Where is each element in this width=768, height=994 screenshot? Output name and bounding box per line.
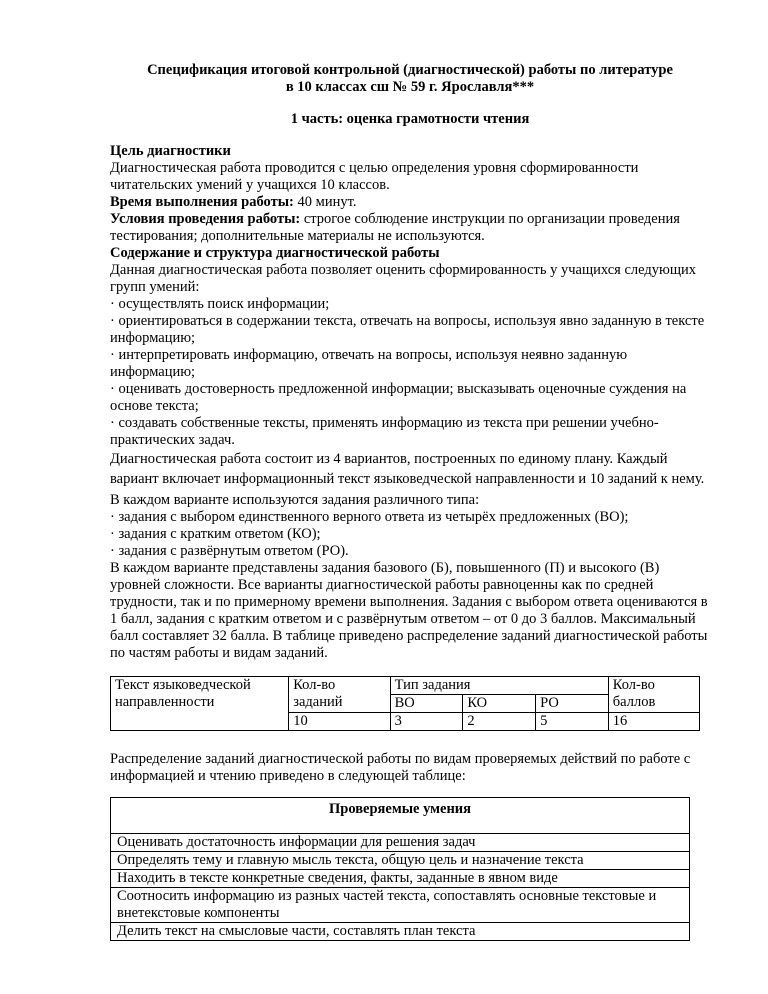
skill-item: · ориентироваться в содержании текста, отвечать на вопросы, используя явно заданную в тексте информацию;	[110, 313, 705, 346]
distribution-paragraph	[110, 751, 710, 785]
time-paragraph	[110, 194, 710, 211]
table-row: Определять тему и главную мысль текста, общую цель и назначение текста	[111, 852, 690, 870]
type-header-cell: Тип задания	[390, 677, 608, 695]
type-label-cell: ВО	[390, 695, 463, 713]
skill-item: · интерпретировать информацию, отвечать на вопросы, используя неявно заданную информацию;	[110, 347, 628, 380]
skill-item: · осуществлять поиск информации;	[110, 296, 330, 312]
skill-item: · создавать собственные тексты, применять информацию из текста при решении учебно-практических задач.	[110, 415, 659, 448]
conditions-value: строгое соблюдение инструкции по организации проведения тестирования; дополнительные материалы не используются.	[110, 211, 680, 244]
title-line-1: Спецификация итоговой контрольной (диагностической) работы по литературе	[147, 62, 673, 78]
time-value: 40 минут.	[293, 194, 357, 210]
points-value-cell: 16	[608, 713, 699, 731]
type-item: · задания с выбором единственного верного ответа из четырёх предложенных (ВО);	[110, 509, 629, 525]
table-row: Делить текст на смысловые части, составлять план текста	[111, 923, 690, 941]
document-page	[110, 62, 710, 941]
type-value-cell: 3	[390, 713, 463, 731]
conditions-paragraph	[110, 211, 710, 245]
points-header-cell: Кол-во баллов	[608, 677, 699, 713]
goal-heading: Цель диагностики	[110, 143, 231, 159]
part-title: 1 часть: оценка грамотности чтения	[290, 111, 530, 127]
task-distribution-table	[110, 676, 700, 731]
type-label-cell: РО	[536, 695, 609, 713]
count-value-cell: 10	[289, 713, 390, 731]
goal-text: Диагностическая работа проводится с целью определения уровня сформированности читательских умений у учащихся 10 классов.	[110, 160, 639, 193]
table-row: Оценивать достаточность информации для решения задач	[111, 834, 690, 852]
conditions-label: Условия проведения работы:	[110, 211, 301, 227]
type-item: · задания с кратким ответом (КО);	[110, 526, 321, 542]
document-title	[110, 62, 710, 96]
content-intro: Данная диагностическая работа позволяет оценить сформированность у учащихся следующих групп умений:	[110, 262, 697, 295]
table-row: Находить в тексте конкретные сведения, факты, заданные в явном виде	[111, 870, 690, 888]
content-heading: Содержание и структура диагностической работы	[110, 245, 440, 261]
time-label: Время выполнения работы:	[110, 194, 294, 210]
type-value-cell: 2	[463, 713, 536, 731]
skills-table	[110, 797, 690, 941]
type-label-cell: КО	[463, 695, 536, 713]
skills-table-header: Проверяемые умения	[111, 798, 690, 834]
table-row: Соотносить информацию из разных частей текста, сопоставлять основные текстовые и внетекстовые компоненты	[111, 888, 690, 923]
document-body	[110, 143, 710, 662]
variants-text: Диагностическая работа состоит из 4 вариантов, построенных по единому плану. Каждый вариант включает информационный текст языковедческой направленности и 10 заданий к нему.	[110, 451, 705, 487]
title-line-2: в 10 классах сш № 59 г. Ярославля***	[285, 79, 535, 95]
type-item: · задания с развёрнутым ответом (РО).	[110, 543, 349, 559]
text-label-cell: Текст языковедческой направленности	[111, 677, 289, 731]
levels-text: В каждом варианте представлены задания базового (Б), повышенного (П) и высокого (В) уровней сложности. Все варианты диагностической работы равноценны как по средней трудности, так и по примерному времени выполнения. Задания с выбором ответа оцениваются в 1 балл, задания с кратким ответом и с развёрнутым ответом – от 0 до 3 баллов. Максимальный балл составляет 32 балла. В таблице приведено распределение заданий диагностической работы по частям работы и видам заданий.	[110, 560, 708, 661]
distribution-text: Распределение заданий диагностической работы по видам проверяемых действий по работе с информацией и чтению приведено в следующей таблице:	[110, 751, 691, 784]
type-value-cell: 5	[536, 713, 609, 731]
types-intro: В каждом варианте используются задания различного типа:	[110, 492, 480, 508]
count-header-cell: Кол-во заданий	[289, 677, 390, 713]
skill-item: · оценивать достоверность предложенной информации; высказывать оценочные суждения на основе текста;	[110, 381, 687, 414]
